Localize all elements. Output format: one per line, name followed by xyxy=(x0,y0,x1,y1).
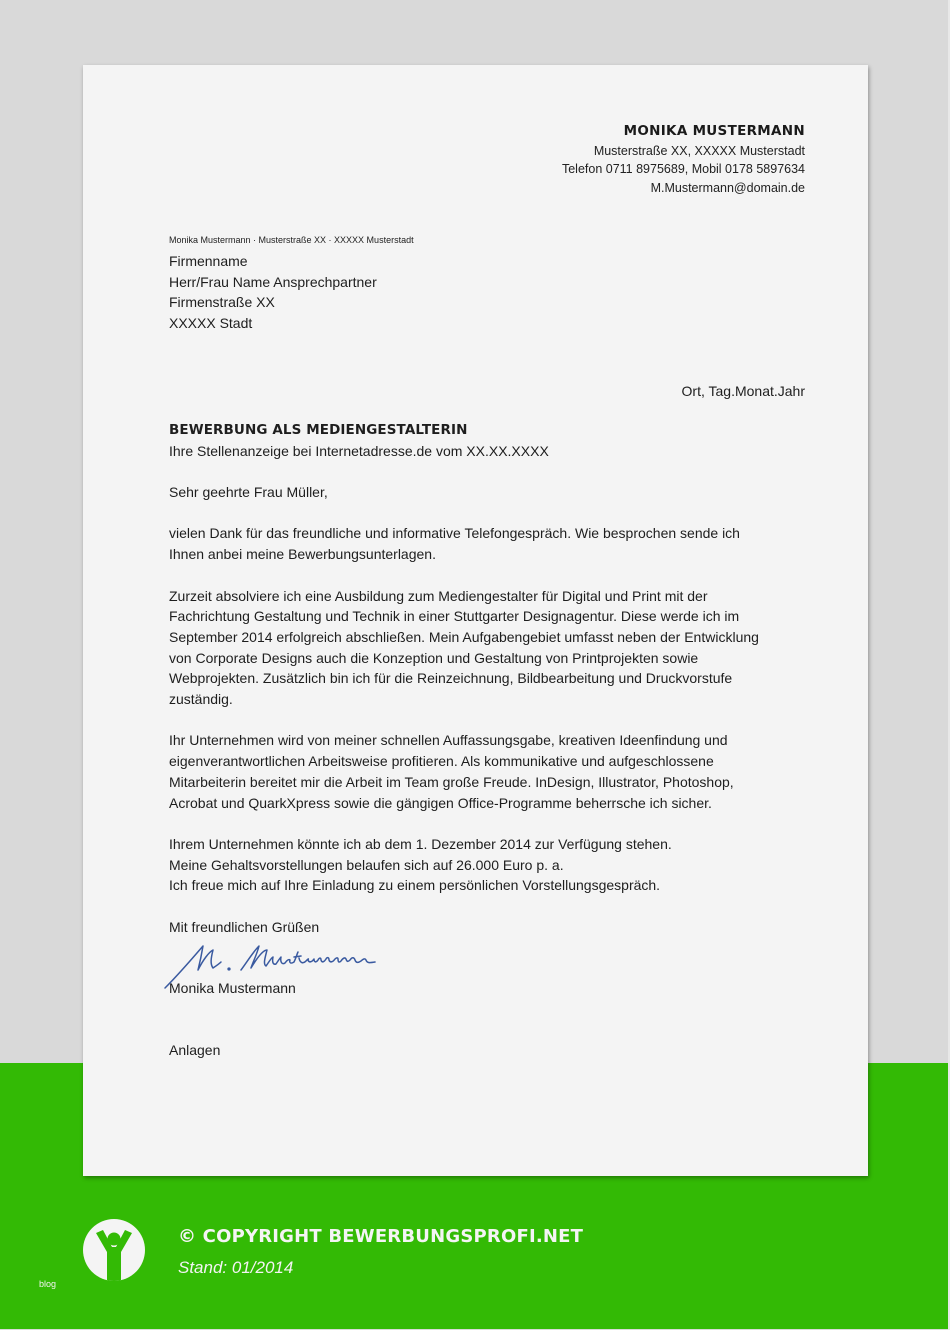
sender-block xyxy=(562,122,805,197)
sender-email: M.Mustermann@domain.de xyxy=(650,180,805,195)
text-line: von Corporate Designs auch die Konzeption und Gestaltung von Printprojekten sowie xyxy=(169,649,699,666)
signed-name: Monika Mustermann xyxy=(169,980,296,996)
text-line: Acrobat und QuarkXpress sowie die gängigen Office-Programme beherrsche ich sicher. xyxy=(169,794,712,811)
sender-name: MONIKA MUSTERMANN xyxy=(623,123,805,139)
letter-subject: BEWERBUNG ALS MEDIENGESTALTERIN xyxy=(169,422,468,438)
recipient-contact: Herr/Frau Name Ansprechpartner xyxy=(169,273,377,290)
letter-date: Ort, Tag.Monat.Jahr xyxy=(681,383,805,399)
blog-label: blog xyxy=(39,1279,57,1289)
recipient-block xyxy=(169,251,377,334)
paragraph-2 xyxy=(169,586,809,710)
person-raising-arms-icon xyxy=(83,1219,145,1281)
copyright-notice: © COPYRIGHT BEWERBUNGSPROFI.NET xyxy=(178,1226,584,1247)
sender-address: Musterstraße XX, XXXXX Musterstadt xyxy=(593,143,805,158)
salutation: Sehr geehrte Frau Müller, xyxy=(169,484,328,501)
text-line: Ihrem Unternehmen könnte ich ab dem 1. Dezember 2014 zur Verfügung stehen. xyxy=(169,835,672,852)
text-line: September 2014 erfolgreich abschließen. Mein Aufgabengebiet umfasst neben der Entwicklung xyxy=(169,628,759,645)
text-line: Mitarbeiterin bereitet mir die Arbeit im Team große Freude. InDesign, Illustrator, Photoshop, xyxy=(169,773,734,790)
paragraph-3 xyxy=(169,730,809,813)
text-line: Ihnen anbei meine Bewerbungsunterlagen. xyxy=(169,546,436,563)
text-line: Fachrichtung Gestaltung und Technik in einer Stuttgarter Designagentur. Diese werde ich im xyxy=(169,608,740,625)
paragraph-1 xyxy=(169,523,809,564)
return-address-line: Monika Mustermann · Musterstraße XX · XXXXX Musterstadt xyxy=(169,235,414,245)
recipient-street: Firmenstraße XX xyxy=(169,294,275,311)
text-line: Zurzeit absolviere ich eine Ausbildung zum Mediengestalter für Digital und Print mit der xyxy=(169,587,708,604)
letter-reference: Ihre Stellenanzeige bei Internetadresse.de vom XX.XX.XXXX xyxy=(169,442,549,459)
letter-page xyxy=(83,65,868,1176)
recipient-city: XXXXX Stadt xyxy=(169,315,253,332)
text-line: eigenverantwortlichen Arbeitsweise profitieren. Als kommunikative und aufgeschlossene xyxy=(169,753,714,770)
recipient-company: Firmenname xyxy=(169,253,248,269)
letter-body xyxy=(169,420,809,937)
text-line: Meine Gehaltsvorstellungen belaufen sich auf 26.000 Euro p. a. xyxy=(169,856,564,873)
text-line: vielen Dank für das freundliche und informative Telefongespräch. Wie besprochen sende ich xyxy=(169,525,740,542)
closing: Mit freundlichen Grüßen xyxy=(169,918,320,935)
stand-date: Stand: 01/2014 xyxy=(178,1258,294,1277)
attachments-label: Anlagen xyxy=(169,1042,221,1058)
text-line: Ihr Unternehmen wird von meiner schnellen Auffassungsgabe, kreativen Ideenfindung und xyxy=(169,732,728,749)
sender-phone: Telefon 0711 8975689, Mobil 0178 5897634 xyxy=(561,162,805,176)
text-line: Webprojekten. Zusätzlich bin ich für die Reinzeichnung, Bildbearbeitung und Druckvorstufe xyxy=(169,670,733,687)
text-line: zuständig. xyxy=(169,691,233,708)
paragraph-4 xyxy=(169,834,809,896)
text-line: Ich freue mich auf Ihre Einladung zu einem persönlichen Vorstellungsgespräch. xyxy=(169,877,661,894)
